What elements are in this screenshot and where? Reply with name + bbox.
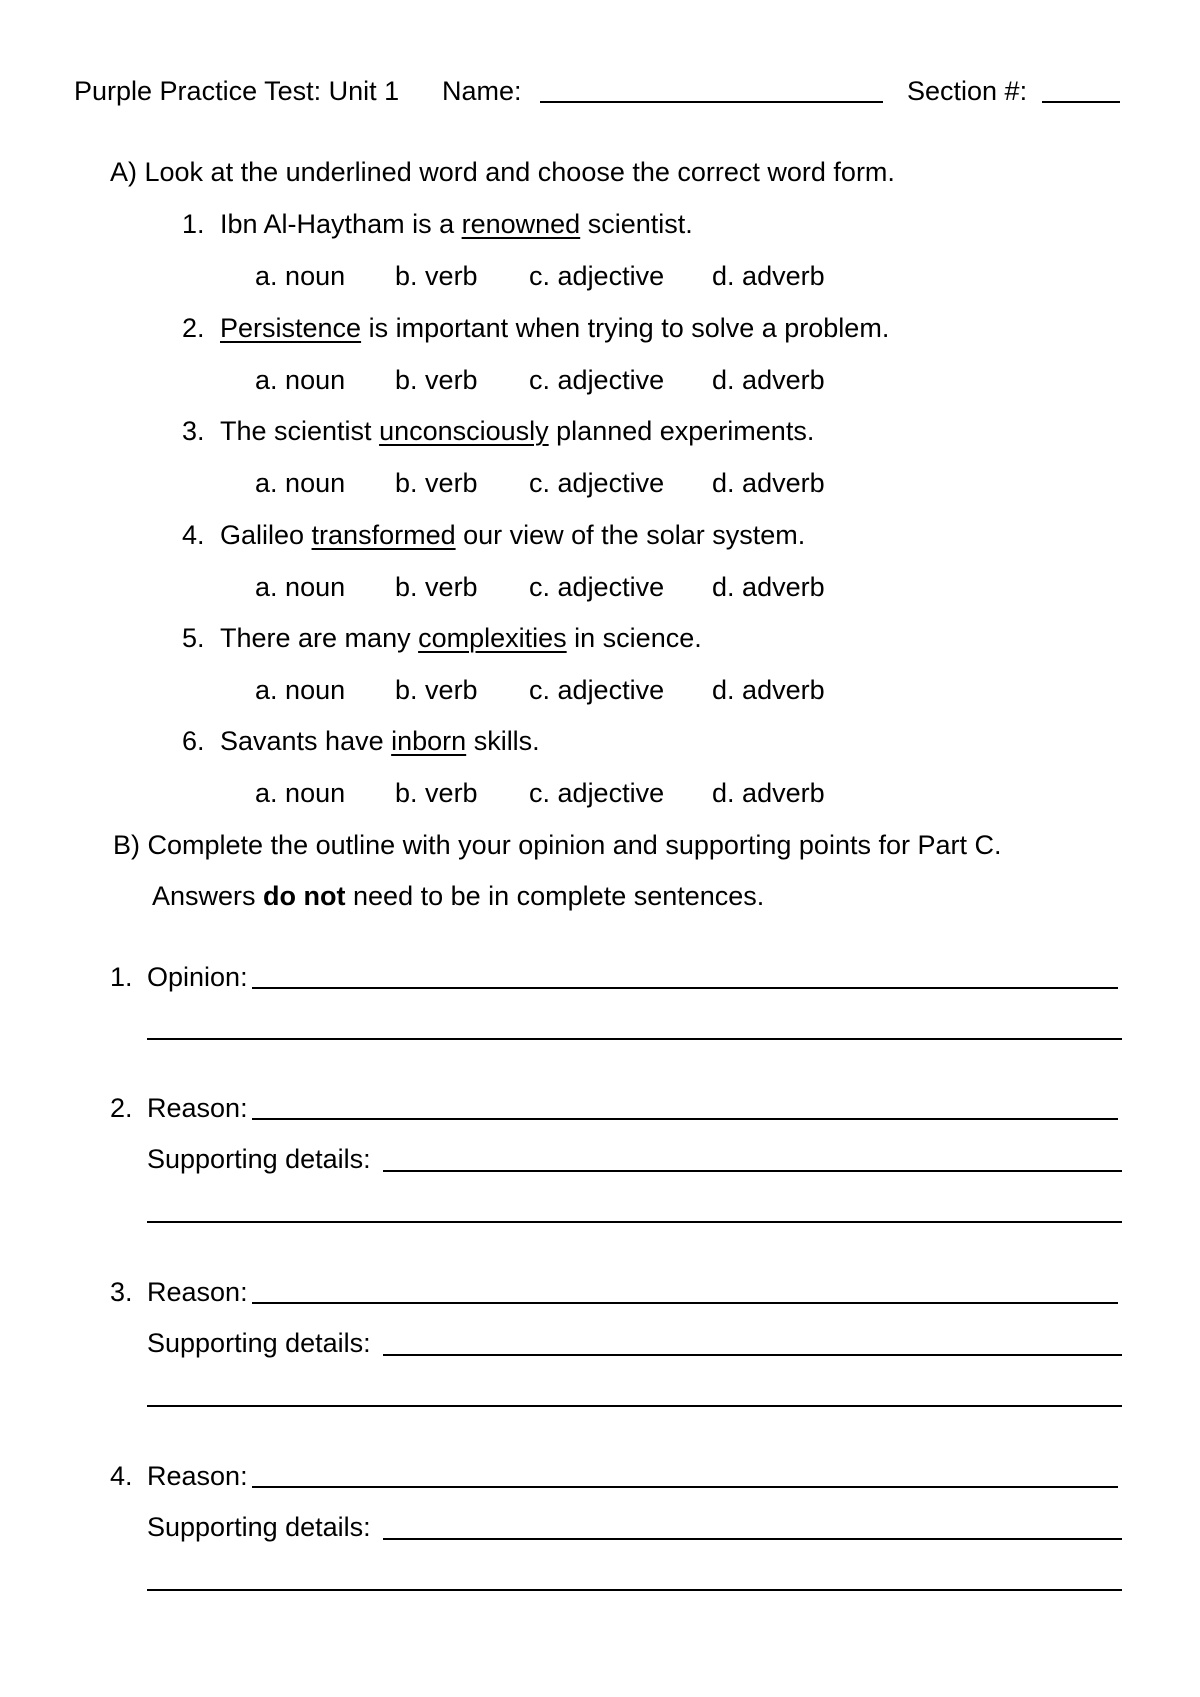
option-a[interactable]: a. noun <box>255 365 346 395</box>
question-number: 2. <box>182 313 205 343</box>
option-c[interactable]: c. adjective <box>529 572 665 602</box>
reason-field[interactable] <box>252 1486 1118 1488</box>
option-b[interactable]: b. verb <box>395 468 478 498</box>
answer-options <box>255 677 855 707</box>
name-field[interactable] <box>540 101 883 103</box>
option-d[interactable]: d. adverb <box>712 261 825 291</box>
part-a-instruction: A) Look at the underlined word and choose the correct word form. <box>110 157 895 187</box>
option-b[interactable]: b. verb <box>395 572 478 602</box>
outline-number: 4. <box>110 1461 133 1491</box>
target-word: Persistence <box>220 313 362 343</box>
option-d[interactable]: d. adverb <box>712 468 825 498</box>
answer-options <box>255 470 855 500</box>
question-number: 1. <box>182 209 205 239</box>
option-d[interactable]: d. adverb <box>712 365 825 395</box>
supporting-details-field[interactable] <box>383 1538 1122 1540</box>
part-b-note: Answers do not need to be in complete sentences. <box>152 881 765 911</box>
option-c[interactable]: c. adjective <box>529 468 665 498</box>
option-b[interactable]: b. verb <box>395 778 478 808</box>
answer-options <box>255 367 855 397</box>
option-c[interactable]: c. adjective <box>529 675 665 705</box>
supporting-details-field-continued[interactable] <box>147 1221 1122 1223</box>
target-word: unconsciously <box>379 416 549 446</box>
target-word: transformed <box>311 520 456 550</box>
reason-field[interactable] <box>252 1302 1118 1304</box>
reason-label: Reason: <box>147 1093 248 1123</box>
target-word: renowned <box>461 209 581 239</box>
supporting-details-field-continued[interactable] <box>147 1405 1122 1407</box>
target-word: inborn <box>391 726 467 756</box>
reason-label: Reason: <box>147 1461 248 1491</box>
part-b-instruction: B) Complete the outline with your opinion and supporting points for Part C. <box>113 830 1002 860</box>
question-text: Persistence is important when trying to solve a problem. <box>220 313 890 343</box>
option-a[interactable]: a. noun <box>255 572 346 602</box>
option-c[interactable]: c. adjective <box>529 778 665 808</box>
answer-options <box>255 574 855 604</box>
opinion-field-continued[interactable] <box>147 1038 1122 1040</box>
opinion-field[interactable] <box>252 987 1118 989</box>
option-d[interactable]: d. adverb <box>712 675 825 705</box>
option-d[interactable]: d. adverb <box>712 778 825 808</box>
question-number: 4. <box>182 520 205 550</box>
supporting-details-label: Supporting details: <box>147 1512 371 1542</box>
question-number: 5. <box>182 623 205 653</box>
question-text: There are many complexities in science. <box>220 623 702 653</box>
supporting-details-field[interactable] <box>383 1354 1122 1356</box>
option-c[interactable]: c. adjective <box>529 261 665 291</box>
supporting-details-field-continued[interactable] <box>147 1589 1122 1591</box>
outline-number: 1. <box>110 962 133 992</box>
option-a[interactable]: a. noun <box>255 261 346 291</box>
question-number: 6. <box>182 726 205 756</box>
supporting-details-label: Supporting details: <box>147 1144 371 1174</box>
name-label: Name: <box>442 76 522 106</box>
option-b[interactable]: b. verb <box>395 675 478 705</box>
option-b[interactable]: b. verb <box>395 365 478 395</box>
option-c[interactable]: c. adjective <box>529 365 665 395</box>
option-a[interactable]: a. noun <box>255 778 346 808</box>
question-text: Galileo transformed our view of the solar system. <box>220 520 806 550</box>
outline-number: 3. <box>110 1277 133 1307</box>
option-a[interactable]: a. noun <box>255 675 346 705</box>
reason-field[interactable] <box>252 1118 1118 1120</box>
page-title: Purple Practice Test: Unit 1 <box>74 76 400 106</box>
answer-options <box>255 263 855 293</box>
question-number: 3. <box>182 416 205 446</box>
answer-options <box>255 780 855 810</box>
option-d[interactable]: d. adverb <box>712 572 825 602</box>
target-word: complexities <box>418 623 567 653</box>
section-label: Section #: <box>907 76 1028 106</box>
opinion-label: Opinion: <box>147 962 248 992</box>
question-text: The scientist unconsciously planned experiments. <box>220 416 815 446</box>
option-b[interactable]: b. verb <box>395 261 478 291</box>
question-text: Savants have inborn skills. <box>220 726 540 756</box>
outline-number: 2. <box>110 1093 133 1123</box>
question-text: Ibn Al-Haytham is a renowned scientist. <box>220 209 693 239</box>
reason-label: Reason: <box>147 1277 248 1307</box>
supporting-details-field[interactable] <box>383 1170 1122 1172</box>
section-field[interactable] <box>1042 101 1120 103</box>
supporting-details-label: Supporting details: <box>147 1328 371 1358</box>
option-a[interactable]: a. noun <box>255 468 346 498</box>
